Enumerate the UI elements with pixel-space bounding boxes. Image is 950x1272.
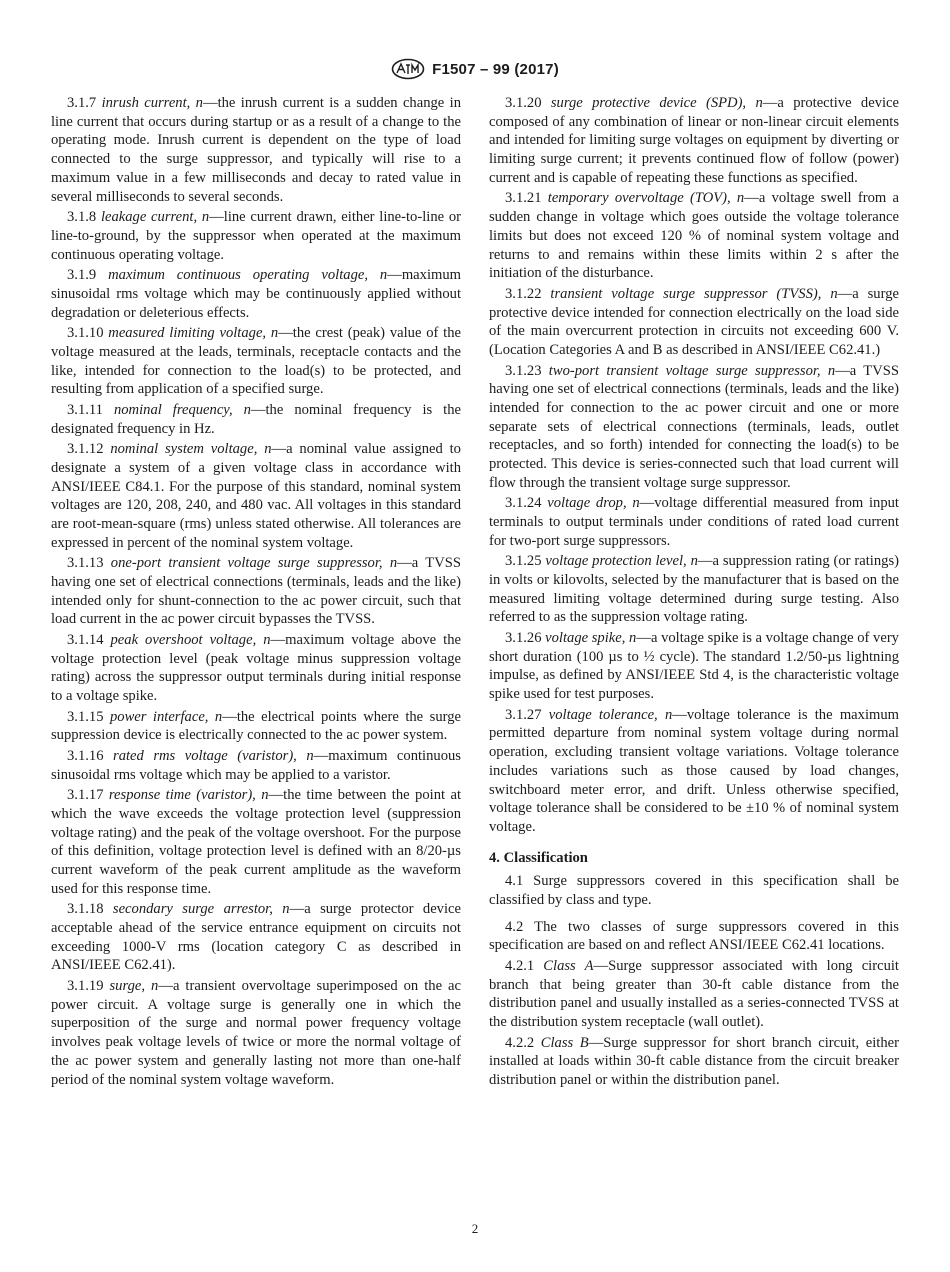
definition-3-1-24: 3.1.24 voltage drop, n—voltage differential measured from input terminals to output terminals under conditions of rated load current for two-port surge suppressors. — [489, 495, 899, 549]
astm-logo-icon — [391, 58, 425, 80]
definition-3-1-23: 3.1.23 two-port transient voltage surge suppressor, n—a TVSS having one set of electrical connections (terminals, leads and the like) intended for connection to the ac power circuit and one or more separate sets of electrical connections (terminals, leads, outlet receptacles, and so forth) intended for connecting the load(s) to be protected. This device is series-connected such that load current will flow through the transient voltage surge suppressor. — [489, 362, 899, 491]
clause-4-2-1: 4.2.1 Class A—Surge suppressor associated with long circuit branch that being greater than 30-ft cable distance from the distribution panel and usually installed as a series-connected TVSS at the distribution system receptacle (wall outlet). — [489, 958, 899, 1031]
definition-3-1-8: 3.1.8 leakage current, n—line current drawn, either line-to-line or line-to-ground, by the suppressor when operated at the maximum continuous operating voltage. — [51, 209, 461, 263]
definition-3-1-19: 3.1.19 surge, n—a transient overvoltage superimposed on the ac power circuit. A voltage surge is generally one in which the superposition of the surge and normal power frequency voltage involves peak voltage levels of twice or more the normal voltage of the ac power system and generally lasting not more than one-half period of the nominal system voltage waveform. — [51, 978, 462, 1088]
definition-3-1-18: 3.1.18 secondary surge arrestor, n—a surge protector device acceptable ahead of the service entrance equipment on circuits not exceeding 1000-V rms (location category C as described in ANSI/IEEE C62.41). — [51, 901, 461, 974]
definition-3-1-15: 3.1.15 power interface, n—the electrical points where the surge suppression device is electrically connected to the ac power system. — [51, 708, 461, 744]
definition-3-1-12: 3.1.12 nominal system voltage, n—a nominal value assigned to designate a system of a given voltage class in accordance with ANSI/IEEE C84.1. For the purpose of this standard, nominal system voltages are 120, 208, 240, and 480 vac. All voltages in this standard are root-mean-square (rms) unless stated otherwise. All tolerances are expressed in percent of the nominal system voltage. — [51, 441, 461, 551]
definition-3-1-22: 3.1.22 transient voltage surge suppressor (TVSS), n—a surge protective device intended for connection electrically on the load side of the main overcurrent protection in circuits not exceeding 600 V. (Location Categories A and B as described in ANSI/IEEE C62.41.) — [489, 285, 899, 358]
clause-4-2: 4.2 The two classes of surge suppressors covered in this specification are based on and reflect ANSI/IEEE C62.41 locations. — [489, 918, 899, 954]
definition-3-1-17: 3.1.17 response time (varistor), n—the time between the point at which the wave exceeds the voltage protection level (suppression voltage rating) and the peak of the voltage overshoot. For the purpose of this definition, voltage protection level is defined with an 8/20-µs current waveform of the peak current amplitude as the waveform used for this response time. — [51, 787, 462, 897]
section-heading-classification: 4. Classification — [489, 849, 588, 866]
left-column — [51, 94, 461, 1091]
definition-3-1-9: 3.1.9 maximum continuous operating voltage, n—maximum sinusoidal rms voltage which may be continuously applied without degradation or deleterious effects. — [51, 267, 461, 321]
clause-4-2-2: 4.2.2 Class B—Surge suppressor for short branch circuit, either installed at loads within 30-ft cable distance from the circuit breaker distribution panel or within the distribution panel. — [489, 1034, 899, 1089]
definition-3-1-13: 3.1.13 one-port transient voltage surge suppressor, n—a TVSS having one set of electrical connections (terminals, leads and the like) intended only for shunt-connection to the ac power circuit, such that load current in the ac power circuit bypasses the TVSS. — [51, 555, 461, 628]
definition-3-1-14: 3.1.14 peak overshoot voltage, n—maximum voltage above the voltage protection level (peak voltage minus suppression voltage rating) across the suppressor output terminals during initial response to a voltage spike. — [51, 631, 461, 705]
definition-3-1-21: 3.1.21 temporary overvoltage (TOV), n—a voltage swell from a sudden change in voltage which goes outside the voltage tolerance limits but does not exceed 120 % of nominal system voltage and returns to and remains within these limits within 2 s after the initiation of the disturbance. — [489, 190, 899, 282]
definition-3-1-7: 3.1.7 inrush current, n—the inrush current is a sudden change in line current that occurs during startup or as a result of a change to the operating mode. Inrush current is dependent on the type of load connected to the surge suppressor, and typically will rise to a maximum value in a few milliseconds and decay to rated value in several milliseconds to several seconds. — [51, 95, 461, 205]
page-header — [0, 58, 950, 80]
definition-3-1-27: 3.1.27 voltage tolerance, n—voltage tolerance is the maximum permitted departure from nominal system voltage during normal operation, excluding transient voltage variations. Voltage tolerance includes variations such as those caused by load changes, switchboard meter error, and drift. Unless otherwise specified, voltage tolerance shall be considered to be ±10 % of nominal system voltage. — [489, 706, 900, 835]
clause-4-1: 4.1 Surge suppressors covered in this specification shall be classified by class and type. — [489, 873, 899, 909]
definition-3-1-10: 3.1.10 measured limiting voltage, n—the crest (peak) value of the voltage measured at the leads, terminals, receptacle contacts and the like, intended for connection to the load(s) to be protected, and resulting from application of a specified surge. — [51, 325, 461, 398]
document-id: F1507 – 99 (2017) — [432, 60, 559, 78]
definition-3-1-25: 3.1.25 voltage protection level, n—a suppression rating (or ratings) in volts or kilovolts, selected by the manufacturer that is based on the measured limiting voltage determined during surge testing. Also referred to as the suppression voltage rating. — [489, 553, 899, 626]
right-column — [489, 94, 899, 1092]
definition-3-1-20: 3.1.20 surge protective device (SPD), n—a protective device composed of any combination of linear or non-linear circuit elements and intended for limiting surge voltages on equipment by diverting or limiting surge current; it prevents continued flow of follow (power) current and is capable of repeating these functions as specified. — [489, 95, 900, 186]
definition-3-1-26: 3.1.26 voltage spike, n—a voltage spike is a voltage change of very short duration (100 µs to ½ cycle). The standard 1.2/50-µs lightning impulse, as defined by ANSI/IEEE Std 4, is the characteristic voltage spike used for test purposes. — [489, 630, 899, 703]
page-number: 2 — [471, 1221, 479, 1236]
definition-3-1-16: 3.1.16 rated rms voltage (varistor), n—maximum continuous sinusoidal rms voltage which may be applied to a varistor. — [51, 747, 461, 783]
definition-3-1-11: 3.1.11 nominal frequency, n—the nominal frequency is the designated frequency in Hz. — [51, 401, 462, 437]
